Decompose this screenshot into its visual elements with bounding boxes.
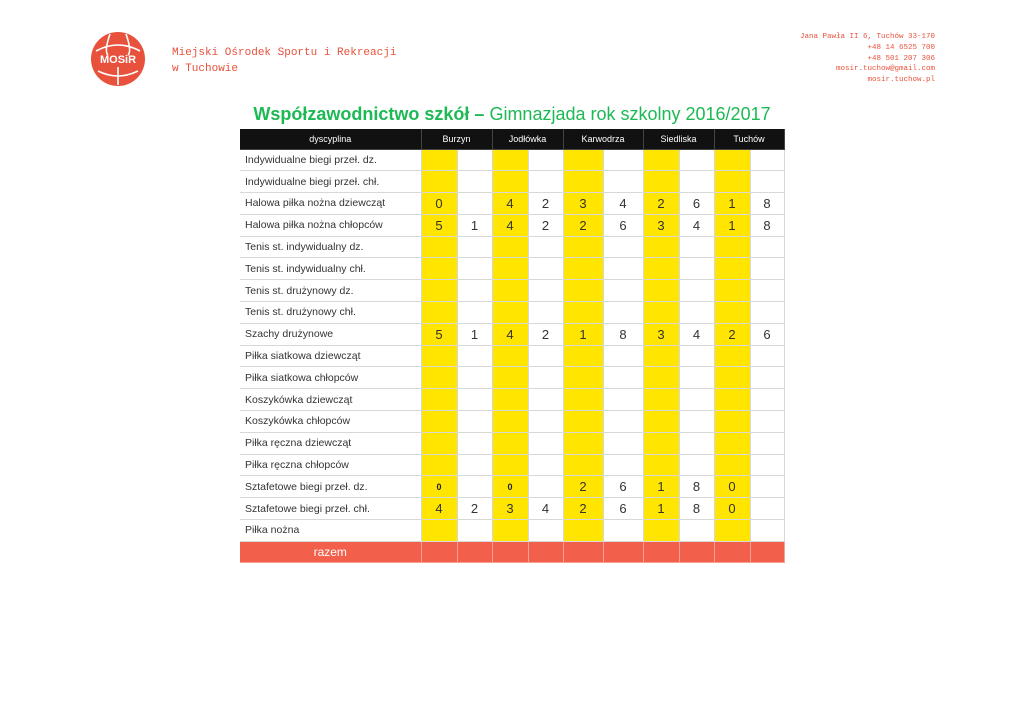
place-cell	[603, 432, 643, 454]
place-cell: 4	[679, 214, 714, 236]
place-cell: 4	[679, 323, 714, 345]
points-cell	[714, 149, 750, 171]
points-cell	[643, 520, 679, 542]
points-cell	[563, 454, 603, 476]
points-cell	[714, 171, 750, 193]
place-cell	[528, 236, 563, 258]
points-cell	[421, 389, 457, 411]
school-header-siedliska: Siedliska	[643, 129, 714, 149]
points-cell	[643, 432, 679, 454]
place-cell	[679, 171, 714, 193]
points-cell: 0	[714, 476, 750, 498]
place-cell	[603, 345, 643, 367]
discipline-name: Piłka ręczna dziewcząt	[240, 432, 421, 454]
contact-phone-2: +48 501 207 306	[867, 54, 935, 63]
points-cell	[563, 302, 603, 324]
points-cell: 3	[643, 323, 679, 345]
discipline-name: Sztafetowe biegi przeł. chł.	[240, 498, 421, 520]
points-cell	[421, 411, 457, 433]
points-cell	[643, 389, 679, 411]
page-title	[0, 104, 1024, 125]
table-row	[240, 323, 784, 345]
school-header-tuchow: Tuchów	[714, 129, 784, 149]
place-cell	[528, 476, 563, 498]
school-header-burzyn: Burzyn	[421, 129, 492, 149]
place-cell	[750, 520, 784, 542]
points-cell	[714, 345, 750, 367]
total-cell	[421, 541, 457, 562]
points-cell: 1	[643, 476, 679, 498]
place-cell	[603, 258, 643, 280]
table-header-row	[240, 129, 784, 149]
place-cell	[603, 149, 643, 171]
points-cell	[643, 411, 679, 433]
place-cell	[750, 302, 784, 324]
place-cell	[457, 389, 492, 411]
discipline-name: Piłka ręczna chłopców	[240, 454, 421, 476]
discipline-name: Koszykówka dziewcząt	[240, 389, 421, 411]
contact-phone-1: +48 14 6525 700	[867, 43, 935, 52]
points-cell: 4	[492, 323, 528, 345]
points-cell	[643, 302, 679, 324]
place-cell	[457, 454, 492, 476]
place-cell: 6	[603, 214, 643, 236]
points-cell	[492, 258, 528, 280]
points-cell: 3	[563, 193, 603, 215]
points-cell	[714, 236, 750, 258]
points-cell	[492, 345, 528, 367]
table-row	[240, 367, 784, 389]
points-cell: 1	[563, 323, 603, 345]
discipline-name: Piłka nożna	[240, 520, 421, 542]
points-cell	[714, 520, 750, 542]
points-cell	[492, 171, 528, 193]
place-cell	[457, 280, 492, 302]
org-line-2: w Tuchowie	[172, 63, 239, 75]
place-cell	[457, 149, 492, 171]
points-cell	[714, 280, 750, 302]
total-row	[240, 541, 784, 562]
discipline-name: Tenis st. drużynowy chł.	[240, 302, 421, 324]
points-cell	[563, 258, 603, 280]
points-cell	[643, 367, 679, 389]
contact-email: mosir.tuchow@gmail.com	[835, 65, 935, 74]
points-cell	[421, 236, 457, 258]
points-cell	[643, 149, 679, 171]
place-cell	[679, 302, 714, 324]
place-cell	[679, 236, 714, 258]
place-cell	[750, 280, 784, 302]
discipline-name: Tenis st. drużynowy dz.	[240, 280, 421, 302]
organization-name	[172, 45, 396, 77]
table-row	[240, 345, 784, 367]
place-cell	[750, 389, 784, 411]
points-cell	[714, 389, 750, 411]
total-cell	[750, 541, 784, 562]
place-cell	[457, 476, 492, 498]
place-cell	[679, 520, 714, 542]
contact-info	[800, 32, 935, 86]
points-cell	[643, 345, 679, 367]
place-cell	[457, 193, 492, 215]
discipline-name: Indywidualne biegi przeł. dz.	[240, 149, 421, 171]
points-cell	[643, 258, 679, 280]
place-cell: 8	[679, 498, 714, 520]
table-row	[240, 193, 784, 215]
place-cell	[679, 258, 714, 280]
place-cell	[750, 367, 784, 389]
place-cell	[679, 432, 714, 454]
place-cell	[750, 345, 784, 367]
place-cell	[603, 236, 643, 258]
place-cell	[603, 454, 643, 476]
place-cell	[457, 432, 492, 454]
points-cell	[421, 302, 457, 324]
title-bold: Współzawodnictwo szkół –	[253, 104, 485, 124]
table-row	[240, 149, 784, 171]
school-header-jodlowka: Jodłówka	[492, 129, 563, 149]
points-cell: 2	[563, 214, 603, 236]
points-cell	[492, 236, 528, 258]
points-cell	[563, 171, 603, 193]
table-row	[240, 432, 784, 454]
place-cell	[457, 520, 492, 542]
points-cell: 0	[421, 476, 457, 498]
points-cell	[421, 171, 457, 193]
mosir-logo	[90, 31, 146, 87]
place-cell	[750, 476, 784, 498]
place-cell	[603, 302, 643, 324]
points-cell	[714, 411, 750, 433]
table-row	[240, 411, 784, 433]
points-cell	[492, 367, 528, 389]
table-row	[240, 214, 784, 236]
table-row	[240, 258, 784, 280]
table-row	[240, 389, 784, 411]
total-cell	[603, 541, 643, 562]
school-header-karwodrza: Karwodrza	[563, 129, 643, 149]
place-cell	[750, 498, 784, 520]
points-cell: 2	[563, 476, 603, 498]
place-cell	[528, 520, 563, 542]
points-cell	[563, 520, 603, 542]
points-cell	[714, 302, 750, 324]
place-cell	[528, 345, 563, 367]
discipline-name: Sztafetowe biegi przeł. dz.	[240, 476, 421, 498]
place-cell: 4	[603, 193, 643, 215]
points-cell	[563, 411, 603, 433]
total-cell	[714, 541, 750, 562]
points-cell	[563, 432, 603, 454]
discipline-name: Indywidualne biegi przeł. chł.	[240, 171, 421, 193]
logo-text: MOSiR	[99, 54, 137, 66]
points-cell	[421, 258, 457, 280]
place-cell	[528, 280, 563, 302]
place-cell	[750, 454, 784, 476]
place-cell	[750, 258, 784, 280]
discipline-name: Szachy drużynowe	[240, 323, 421, 345]
place-cell	[750, 432, 784, 454]
place-cell: 6	[679, 193, 714, 215]
place-cell	[457, 302, 492, 324]
points-cell: 0	[714, 498, 750, 520]
discipline-name: Piłka siatkowa chłopców	[240, 367, 421, 389]
points-cell: 0	[492, 476, 528, 498]
place-cell: 6	[603, 498, 643, 520]
total-cell	[457, 541, 492, 562]
place-cell: 1	[457, 323, 492, 345]
points-cell	[643, 454, 679, 476]
place-cell	[528, 149, 563, 171]
table-row	[240, 520, 784, 542]
place-cell	[528, 389, 563, 411]
place-cell	[528, 302, 563, 324]
contact-website: mosir.tuchow.pl	[867, 76, 935, 85]
points-cell: 4	[492, 193, 528, 215]
total-cell	[679, 541, 714, 562]
place-cell: 8	[679, 476, 714, 498]
place-cell	[457, 345, 492, 367]
place-cell: 2	[457, 498, 492, 520]
points-cell	[421, 367, 457, 389]
points-cell: 2	[643, 193, 679, 215]
org-line-1: Miejski Ośrodek Sportu i Rekreacji	[172, 47, 397, 59]
table-row	[240, 454, 784, 476]
points-cell: 3	[492, 498, 528, 520]
points-cell	[492, 432, 528, 454]
place-cell	[603, 171, 643, 193]
place-cell	[750, 236, 784, 258]
place-cell	[679, 280, 714, 302]
points-cell	[492, 280, 528, 302]
points-cell	[563, 389, 603, 411]
place-cell: 1	[457, 214, 492, 236]
table-row	[240, 171, 784, 193]
points-cell	[563, 280, 603, 302]
table-row	[240, 498, 784, 520]
points-cell	[714, 432, 750, 454]
place-cell	[750, 149, 784, 171]
place-cell	[750, 171, 784, 193]
place-cell: 2	[528, 323, 563, 345]
points-cell	[563, 345, 603, 367]
discipline-name: Halowa piłka nożna dziewcząt	[240, 193, 421, 215]
points-cell	[643, 236, 679, 258]
table-row	[240, 302, 784, 324]
points-cell	[421, 149, 457, 171]
place-cell	[528, 367, 563, 389]
place-cell: 8	[750, 214, 784, 236]
results-table	[240, 129, 785, 563]
place-cell: 6	[603, 476, 643, 498]
total-cell	[563, 541, 603, 562]
points-cell	[714, 454, 750, 476]
points-cell	[563, 367, 603, 389]
place-cell	[528, 171, 563, 193]
points-cell: 1	[714, 193, 750, 215]
title-rest: Gimnazjada rok szkolny 2016/2017	[489, 104, 771, 124]
points-cell	[421, 520, 457, 542]
points-cell: 4	[421, 498, 457, 520]
points-cell: 3	[643, 214, 679, 236]
points-cell	[492, 389, 528, 411]
points-cell	[643, 171, 679, 193]
points-cell	[421, 280, 457, 302]
place-cell: 2	[528, 193, 563, 215]
points-cell: 2	[714, 323, 750, 345]
total-cell	[643, 541, 679, 562]
place-cell	[679, 345, 714, 367]
place-cell	[603, 389, 643, 411]
points-cell	[492, 149, 528, 171]
place-cell: 6	[750, 323, 784, 345]
place-cell	[528, 411, 563, 433]
place-cell	[679, 149, 714, 171]
place-cell	[528, 432, 563, 454]
discipline-name: Piłka siatkowa dziewcząt	[240, 345, 421, 367]
total-cell	[492, 541, 528, 562]
points-cell	[492, 302, 528, 324]
points-cell	[714, 258, 750, 280]
points-cell	[563, 236, 603, 258]
points-cell	[563, 149, 603, 171]
points-cell: 1	[643, 498, 679, 520]
discipline-name: Koszykówka chłopców	[240, 411, 421, 433]
place-cell	[457, 411, 492, 433]
place-cell	[603, 411, 643, 433]
place-cell	[528, 258, 563, 280]
points-cell	[492, 411, 528, 433]
points-cell: 0	[421, 193, 457, 215]
place-cell	[679, 367, 714, 389]
points-cell: 5	[421, 323, 457, 345]
place-cell	[679, 389, 714, 411]
place-cell: 2	[528, 214, 563, 236]
total-cell	[528, 541, 563, 562]
discipline-name: Halowa piłka nożna chłopców	[240, 214, 421, 236]
points-cell	[492, 520, 528, 542]
place-cell: 8	[603, 323, 643, 345]
table-row	[240, 280, 784, 302]
points-cell	[421, 454, 457, 476]
points-cell: 4	[492, 214, 528, 236]
place-cell	[457, 258, 492, 280]
place-cell	[457, 171, 492, 193]
place-cell	[603, 280, 643, 302]
points-cell	[421, 432, 457, 454]
place-cell	[750, 411, 784, 433]
points-cell: 1	[714, 214, 750, 236]
place-cell: 4	[528, 498, 563, 520]
points-cell	[492, 454, 528, 476]
points-cell: 5	[421, 214, 457, 236]
points-cell: 2	[563, 498, 603, 520]
place-cell	[603, 367, 643, 389]
place-cell: 8	[750, 193, 784, 215]
place-cell	[457, 367, 492, 389]
discipline-name: Tenis st. indywidualny dz.	[240, 236, 421, 258]
points-cell	[421, 345, 457, 367]
points-cell	[643, 280, 679, 302]
place-cell	[457, 236, 492, 258]
table-row	[240, 476, 784, 498]
discipline-name: Tenis st. indywidualny chł.	[240, 258, 421, 280]
place-cell	[528, 454, 563, 476]
place-cell	[603, 520, 643, 542]
table-row	[240, 236, 784, 258]
discipline-header: dyscyplina	[240, 129, 421, 149]
place-cell	[679, 411, 714, 433]
place-cell	[679, 454, 714, 476]
contact-address: Jana Pawła II 6, Tuchów 33-170	[799, 33, 935, 41]
total-label: razem	[240, 541, 421, 562]
points-cell	[714, 367, 750, 389]
